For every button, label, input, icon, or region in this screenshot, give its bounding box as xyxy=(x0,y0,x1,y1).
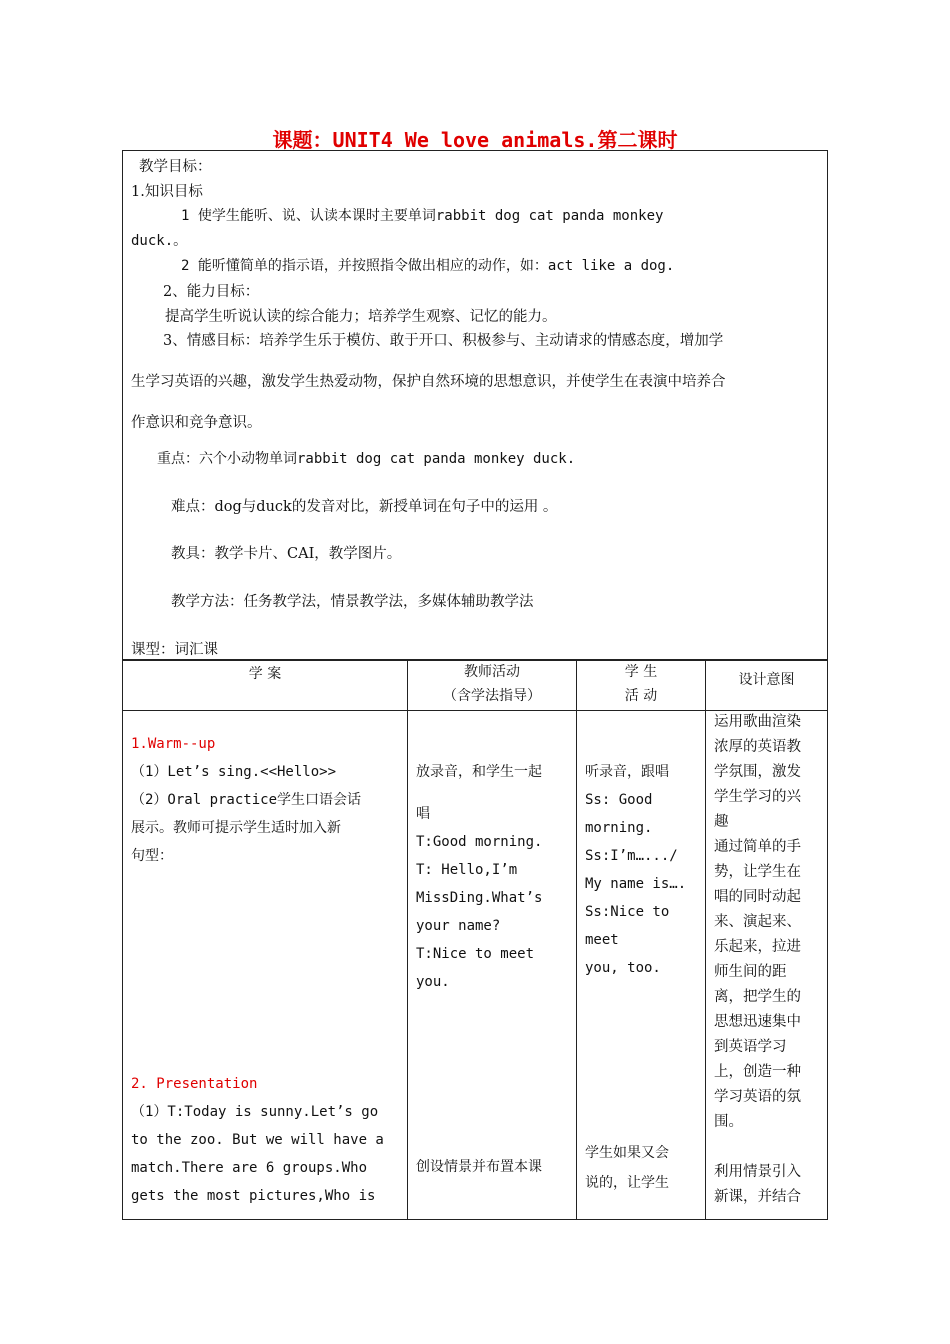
teacher-line-6: your name? xyxy=(416,918,501,934)
col-student-activity xyxy=(585,758,705,982)
design-intent-line: 师生间的距 xyxy=(714,964,787,980)
presentation-title: 2. Presentation xyxy=(131,1076,258,1092)
goals-heading: 教学目标： xyxy=(139,159,212,175)
design-intent-line: 学习英语的氛 xyxy=(714,1089,801,1105)
ability-heading: 2、能力目标： xyxy=(163,284,260,300)
student-line-4: Ss:I’m….../ xyxy=(585,848,678,864)
emotion-line-2: 生学习英语的兴趣，激发学生热爱动物，保护自然环境的思想意识，并使学生在表演中培养合 xyxy=(131,374,726,390)
teacher-line-3: T:Good morning. xyxy=(416,834,543,850)
header-teacher-activity-line1: 教师活动 xyxy=(464,664,520,680)
col-study-plan-presentation xyxy=(131,1070,403,1210)
presentation-line-3: match.There are 6 groups.Who xyxy=(131,1160,368,1176)
header-design-intent: 设计意图 xyxy=(738,672,795,688)
design-intent-line: 趣 xyxy=(714,814,729,830)
design-intent-line: 通过简单的手 xyxy=(714,839,801,855)
teaching-goals-box xyxy=(122,150,828,659)
student-line-9: 学生如果又会 xyxy=(585,1145,669,1161)
design-intent-line: 势，让学生在 xyxy=(714,864,801,880)
student-line-10: 说的，让学生 xyxy=(585,1175,669,1191)
knowledge-heading: 1.知识目标 xyxy=(131,184,203,200)
design-intent-line: 唱的同时动起 xyxy=(714,889,801,905)
design-intent-line xyxy=(714,1135,826,1160)
student-line-6: Ss:Nice to xyxy=(585,904,670,920)
emotion-line-1: 3、情感目标：培养学生乐于模仿、敢于开口、积极参与、主动请求的情感态度，增加学 xyxy=(163,333,724,349)
warmup-title: 1.Warm--up xyxy=(131,736,216,752)
design-intent-line: 离，把学生的 xyxy=(714,989,801,1005)
teacher-line-7: T:Nice to meet xyxy=(416,946,535,962)
design-intent-line: 上，创造一种 xyxy=(714,1064,801,1080)
design-intent-line: 运用歌曲渲染 xyxy=(714,714,801,730)
tools: 教具：教学卡片、CAI，教学图片。 xyxy=(171,546,402,562)
presentation-line-2: to the zoo. But we will have a xyxy=(131,1132,384,1148)
col-design-intent xyxy=(714,710,826,1210)
lesson-type: 课型：词汇课 xyxy=(131,642,218,658)
emotion-line-3: 作意识和竞争意识。 xyxy=(131,415,262,431)
col-student-activity-2 xyxy=(585,1138,705,1198)
warmup-line-2: （2）Oral practice学生口语会话 xyxy=(131,792,362,808)
warmup-line-4: 句型： xyxy=(131,848,173,864)
presentation-line-4: gets the most pictures,Who is xyxy=(131,1188,376,1204)
student-line-2: Ss: Good xyxy=(585,792,653,808)
design-intent-line: 思想迅速集中 xyxy=(714,1014,801,1030)
header-study-plan: 学 案 xyxy=(248,666,282,682)
header-student-activity-line1: 学 生 xyxy=(624,664,658,680)
teacher-line-4: T: Hello,I’m xyxy=(416,862,518,878)
design-intent-line: 到英语学习 xyxy=(714,1039,787,1055)
design-intent-line: 来、演起来、 xyxy=(714,914,801,930)
difficulty: 难点：dog与duck的发音对比，新授单词在句子中的运用 。 xyxy=(171,499,558,515)
student-line-1: 听录音，跟唱 xyxy=(585,764,669,780)
header-teacher-activity xyxy=(408,660,576,708)
header-teacher-activity-line2: （含学法指导） xyxy=(443,688,541,704)
design-intent-line: 乐起来，拉进 xyxy=(714,939,801,955)
design-intent-line: 新课，并结合 xyxy=(714,1189,801,1205)
knowledge-item-2: 2 能听懂简单的指示语，并按照指令做出相应的动作，如：act like a dog. xyxy=(181,258,675,274)
col-study-plan xyxy=(131,730,403,870)
col-teacher-activity xyxy=(416,758,576,996)
design-intent-line: 利用情景引入 xyxy=(714,1164,801,1180)
warmup-line-1: （1）Let’s sing.<<Hello>> xyxy=(131,764,337,780)
presentation-line-1: （1）T:Today is sunny.Let’s go xyxy=(131,1104,379,1120)
teacher-line-2: 唱 xyxy=(416,806,430,822)
student-line-3: morning. xyxy=(585,820,653,836)
key-points: 重点：六个小动物单词rabbit dog cat panda monkey duck. xyxy=(157,451,576,467)
teacher-line-9: 创设情景并布置本课 xyxy=(416,1159,542,1175)
student-line-5: My name is…. xyxy=(585,876,687,892)
teacher-line-8: you. xyxy=(416,974,450,990)
student-line-7: meet xyxy=(585,932,619,948)
knowledge-item-1-cont: duck.。 xyxy=(131,233,188,249)
design-intent-line: 学生学习的兴 xyxy=(714,789,801,805)
teacher-line-5: MissDing.What’s xyxy=(416,890,543,906)
lesson-plan-table xyxy=(122,659,828,1220)
student-line-8: you, too. xyxy=(585,960,661,976)
header-student-activity xyxy=(577,660,705,708)
design-intent-line: 围。 xyxy=(714,1114,743,1130)
teacher-line-1: 放录音，和学生一起 xyxy=(416,764,542,780)
warmup-line-3: 展示。教师可提示学生适时加入新 xyxy=(131,820,341,836)
header-student-activity-line2: 活 动 xyxy=(624,688,658,704)
page-title: 课题：UNIT4 We love animals.第二课时 xyxy=(272,128,678,152)
methods: 教学方法：任务教学法，情景教学法，多媒体辅助教学法 xyxy=(171,594,534,610)
knowledge-item-1: 1 使学生能听、说、认读本课时主要单词rabbit dog cat panda monkey xyxy=(181,208,664,224)
design-intent-line: 浓厚的英语教 xyxy=(714,739,801,755)
design-intent-line: 学氛围，激发 xyxy=(714,764,801,780)
ability-text: 提高学生听说认读的综合能力；培养学生观察、记忆的能力。 xyxy=(165,309,557,325)
